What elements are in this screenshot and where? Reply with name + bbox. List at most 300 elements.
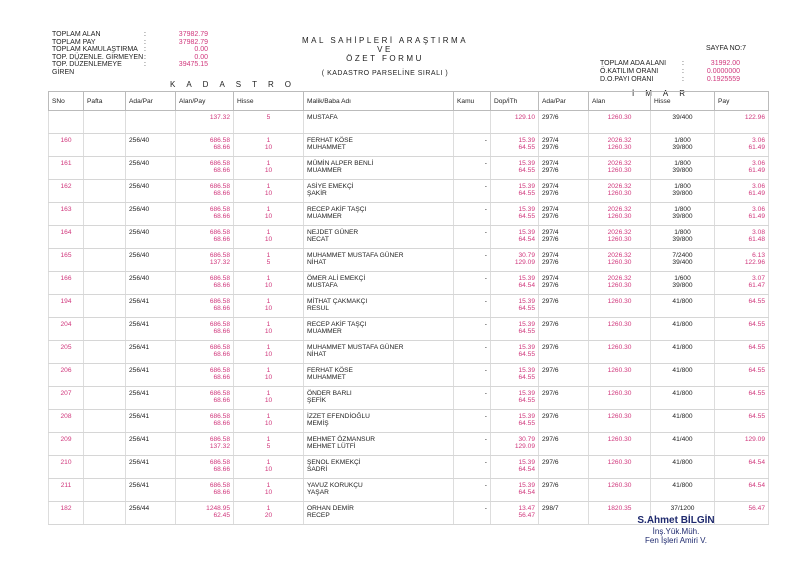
cell-line: 39/800 bbox=[672, 213, 693, 221]
section-imar: İMAR bbox=[632, 89, 696, 98]
cell-line: 256/41 bbox=[129, 413, 150, 420]
cell-line: 39/400 bbox=[672, 259, 693, 267]
cell-pafta bbox=[84, 203, 126, 226]
cell-sno bbox=[49, 410, 84, 433]
summary-left-row bbox=[52, 61, 208, 76]
cell-line: 166 bbox=[60, 275, 72, 282]
cell-alan bbox=[176, 134, 234, 157]
cell-line: 64.55 bbox=[518, 351, 535, 359]
cell-line bbox=[87, 502, 122, 505]
table-header bbox=[49, 92, 769, 111]
cell-pay bbox=[715, 180, 769, 203]
cell-iada bbox=[539, 111, 589, 134]
cell-line: 1 bbox=[266, 160, 271, 167]
cell-line: 64.55 bbox=[518, 213, 535, 221]
cell-dop bbox=[491, 502, 539, 525]
cell-line: 256/40 bbox=[129, 160, 150, 167]
table-row bbox=[49, 226, 769, 249]
cell-ialan bbox=[589, 410, 651, 433]
cell-line: 1260.30 bbox=[607, 482, 632, 489]
cell-alan bbox=[176, 157, 234, 180]
cell-line: 68.66 bbox=[213, 420, 230, 428]
cell-line: 256/41 bbox=[129, 298, 150, 305]
cell-pafta bbox=[84, 456, 126, 479]
cell-line: 1260.30 bbox=[607, 282, 632, 290]
cell-alan bbox=[176, 180, 234, 203]
cell-line: 686.58 bbox=[209, 298, 230, 305]
cell-line: 15.39 bbox=[518, 390, 535, 397]
cell-line: 297/6 bbox=[542, 344, 559, 351]
table-row bbox=[49, 134, 769, 157]
cell-line: MUAMMER bbox=[307, 213, 342, 221]
cell-line: 256/41 bbox=[129, 367, 150, 374]
cell-ihisse bbox=[651, 157, 715, 180]
cell-line: 64.55 bbox=[748, 298, 765, 305]
cell-line: 10 bbox=[264, 328, 273, 336]
cell-line: 68.66 bbox=[213, 190, 230, 198]
cell-line: 297/6 bbox=[542, 321, 559, 328]
cell-alan bbox=[176, 433, 234, 456]
cell-line: 163 bbox=[60, 206, 72, 213]
cell-line: 41/800 bbox=[672, 459, 693, 466]
cell-kamu bbox=[454, 502, 491, 525]
cell-line: 256/41 bbox=[129, 390, 150, 397]
cell-line: 15.39 bbox=[518, 367, 535, 374]
summary-label: TOP. DÜZENLE. GİRMEYEN bbox=[52, 53, 144, 61]
cell-line: 1/800 bbox=[674, 183, 691, 190]
cell-line: SADRİ bbox=[307, 466, 328, 474]
cell-dop bbox=[491, 180, 539, 203]
cell-line: 64.54 bbox=[518, 466, 535, 474]
cell-pafta bbox=[84, 249, 126, 272]
cell-ialan bbox=[589, 295, 651, 318]
cell-line: 297/4 bbox=[542, 275, 559, 282]
summary-colon: : bbox=[144, 31, 146, 38]
cell-line: MİTHAT ÇAKMAKÇI bbox=[307, 298, 368, 305]
summary-left bbox=[52, 31, 208, 77]
cell-line: 64.55 bbox=[518, 374, 535, 382]
column-header: SNo bbox=[49, 92, 84, 111]
cell-line: 297/6 bbox=[542, 436, 559, 443]
cell-ialan bbox=[589, 387, 651, 410]
signature-title1: İnş.Yük.Müh. bbox=[652, 527, 700, 536]
cell-line: 122.96 bbox=[744, 259, 765, 267]
cell-line: 10 bbox=[264, 374, 273, 382]
cell-kamu bbox=[454, 387, 491, 410]
cell-line: - bbox=[484, 252, 487, 259]
cell-alan bbox=[176, 479, 234, 502]
cell-line: 1260.30 bbox=[607, 344, 632, 351]
cell-kamu bbox=[454, 341, 491, 364]
cell-pay bbox=[715, 364, 769, 387]
cell-line: NİHAT bbox=[307, 259, 327, 267]
cell-iada bbox=[539, 502, 589, 525]
title-line1: MAL SAHİPLERİ ARAŞTIRMA bbox=[301, 36, 469, 45]
cell-kamu bbox=[454, 479, 491, 502]
page-value: 7 bbox=[742, 45, 746, 52]
cell-line: 39/800 bbox=[672, 190, 693, 198]
table-row bbox=[49, 318, 769, 341]
cell-ada bbox=[126, 295, 176, 318]
cell-line bbox=[87, 226, 122, 229]
cell-line: 13.47 bbox=[518, 505, 535, 512]
cell-line: 297/6 bbox=[542, 482, 559, 489]
cell-dop bbox=[491, 364, 539, 387]
cell-line: 211 bbox=[60, 482, 72, 489]
summary-label: TOP. DÜZENLEMEYE GİREN bbox=[52, 61, 122, 76]
cell-line: 686.58 bbox=[209, 183, 230, 190]
cell-line: 1 bbox=[266, 183, 271, 190]
cell-line: 39/800 bbox=[672, 167, 693, 175]
cell-pafta bbox=[84, 387, 126, 410]
cell-ihisse bbox=[651, 203, 715, 226]
cell-line: 1 bbox=[266, 459, 271, 466]
cell-line: 256/41 bbox=[129, 344, 150, 351]
cell-line: - bbox=[484, 482, 487, 489]
cell-malik bbox=[304, 479, 454, 502]
cell-line bbox=[87, 410, 122, 413]
cell-line: 10 bbox=[264, 397, 273, 405]
cell-ada bbox=[126, 433, 176, 456]
cell-pay bbox=[715, 341, 769, 364]
cell-line: 64.55 bbox=[748, 344, 765, 351]
cell-pafta bbox=[84, 180, 126, 203]
cell-line: 10 bbox=[264, 351, 273, 359]
cell-line: - bbox=[484, 505, 487, 512]
cell-line: 68.66 bbox=[213, 397, 230, 405]
cell-line: 3.07 bbox=[752, 275, 765, 282]
cell-hisse bbox=[234, 134, 304, 157]
cell-line: 686.58 bbox=[209, 321, 230, 328]
cell-line: 68.66 bbox=[213, 144, 230, 152]
cell-line: 1260.30 bbox=[607, 321, 632, 328]
cell-line: 297/4 bbox=[542, 137, 559, 144]
cell-pafta bbox=[84, 272, 126, 295]
cell-ada bbox=[126, 203, 176, 226]
cell-line: 206 bbox=[60, 367, 72, 374]
cell-line bbox=[87, 134, 122, 137]
cell-line bbox=[87, 203, 122, 206]
cell-line: 686.58 bbox=[209, 206, 230, 213]
cell-pafta bbox=[84, 433, 126, 456]
signature-name: S.Ahmet BİLGİN bbox=[637, 515, 715, 526]
cell-line: 1260.30 bbox=[607, 144, 632, 152]
cell-line: 3.06 bbox=[752, 137, 765, 144]
form-title bbox=[270, 36, 500, 78]
cell-pay bbox=[715, 157, 769, 180]
cell-line: MUHAMMET MUSTAFA GÜNER bbox=[307, 344, 404, 351]
cell-line: MUSTAFA bbox=[307, 114, 338, 121]
cell-line: 297/6 bbox=[542, 190, 559, 198]
cell-alan bbox=[176, 364, 234, 387]
cell-line: ASİYE EMEKÇİ bbox=[307, 183, 354, 190]
cell-line: 15.39 bbox=[518, 229, 535, 236]
cell-line: 5 bbox=[266, 259, 271, 267]
cell-sno bbox=[49, 134, 84, 157]
column-header: Kamu bbox=[454, 92, 491, 111]
cell-kamu bbox=[454, 410, 491, 433]
cell-ialan bbox=[589, 249, 651, 272]
column-header: Ada/Par bbox=[126, 92, 176, 111]
cell-line: 1260.30 bbox=[607, 213, 632, 221]
cell-malik bbox=[304, 226, 454, 249]
cell-line bbox=[129, 111, 172, 114]
cell-line: 1260.30 bbox=[607, 298, 632, 305]
cell-line: 3.06 bbox=[752, 206, 765, 213]
cell-iada bbox=[539, 318, 589, 341]
cell-ada bbox=[126, 341, 176, 364]
summary-colon: : bbox=[682, 75, 684, 83]
cell-line: 182 bbox=[60, 505, 72, 512]
cell-sno bbox=[49, 111, 84, 134]
cell-line: 686.58 bbox=[209, 367, 230, 374]
cell-line: - bbox=[484, 160, 487, 167]
cell-hisse bbox=[234, 410, 304, 433]
cell-line: 41/400 bbox=[672, 436, 693, 443]
cell-line: MEHMET ÖZMANSUR bbox=[307, 436, 376, 443]
cell-line: 256/40 bbox=[129, 252, 150, 259]
cell-dop bbox=[491, 203, 539, 226]
cell-ialan bbox=[589, 272, 651, 295]
cell-line: 297/4 bbox=[542, 206, 559, 213]
cell-line: 686.58 bbox=[209, 275, 230, 282]
cell-kamu bbox=[454, 111, 491, 134]
cell-ihisse bbox=[651, 180, 715, 203]
cell-ihisse bbox=[651, 341, 715, 364]
cell-line: 1260.30 bbox=[607, 114, 632, 121]
cell-dop bbox=[491, 226, 539, 249]
cell-line: 68.66 bbox=[213, 167, 230, 175]
column-header: Pay bbox=[715, 92, 769, 111]
cell-sno bbox=[49, 157, 84, 180]
cell-line: 2026.32 bbox=[607, 229, 632, 236]
cell-line: 64.55 bbox=[518, 144, 535, 152]
cell-malik bbox=[304, 502, 454, 525]
cell-line: 686.58 bbox=[209, 252, 230, 259]
cell-kamu bbox=[454, 180, 491, 203]
cell-line: 1260.30 bbox=[607, 459, 632, 466]
cell-line: 64.54 bbox=[518, 282, 535, 290]
cell-sno bbox=[49, 295, 84, 318]
cell-line: 39/800 bbox=[672, 144, 693, 152]
cell-sno bbox=[49, 387, 84, 410]
cell-line: 3.06 bbox=[752, 160, 765, 167]
owners-table bbox=[48, 91, 768, 525]
cell-dop bbox=[491, 479, 539, 502]
cell-line: 61.47 bbox=[748, 282, 765, 290]
cell-hisse bbox=[234, 341, 304, 364]
cell-line: 10 bbox=[264, 213, 273, 221]
cell-line: 64.54 bbox=[518, 236, 535, 244]
cell-line: 1/800 bbox=[674, 229, 691, 236]
cell-line bbox=[87, 249, 122, 252]
summary-colon: : bbox=[144, 38, 146, 46]
cell-iada bbox=[539, 364, 589, 387]
cell-dop bbox=[491, 341, 539, 364]
cell-line: 41/800 bbox=[672, 321, 693, 328]
cell-alan bbox=[176, 111, 234, 134]
cell-pafta bbox=[84, 410, 126, 433]
cell-pay bbox=[715, 456, 769, 479]
cell-line: 1260.30 bbox=[607, 390, 632, 397]
cell-line: 61.49 bbox=[748, 144, 765, 152]
cell-malik bbox=[304, 249, 454, 272]
cell-line: 2026.32 bbox=[607, 183, 632, 190]
cell-iada bbox=[539, 249, 589, 272]
cell-line: 686.58 bbox=[209, 160, 230, 167]
cell-line: ÖNDER BARLI bbox=[307, 390, 352, 397]
cell-line: 256/44 bbox=[129, 505, 150, 512]
cell-line: 15.39 bbox=[518, 183, 535, 190]
cell-line: 297/6 bbox=[542, 367, 559, 374]
cell-line: 15.39 bbox=[518, 413, 535, 420]
cell-iada bbox=[539, 387, 589, 410]
cell-kamu bbox=[454, 364, 491, 387]
cell-line: 1 bbox=[266, 436, 271, 443]
cell-line: 7/2400 bbox=[672, 252, 693, 259]
cell-line: 64.55 bbox=[518, 167, 535, 175]
cell-kamu bbox=[454, 134, 491, 157]
cell-malik bbox=[304, 433, 454, 456]
cell-line: RECEP AKİF TAŞÇI bbox=[307, 321, 367, 328]
cell-line: 165 bbox=[60, 252, 72, 259]
cell-ihisse bbox=[651, 111, 715, 134]
cell-malik bbox=[304, 410, 454, 433]
cell-sno bbox=[49, 180, 84, 203]
cell-line: 161 bbox=[60, 160, 72, 167]
cell-hisse bbox=[234, 295, 304, 318]
cell-hisse bbox=[234, 203, 304, 226]
table-row bbox=[49, 272, 769, 295]
cell-line: 686.58 bbox=[209, 413, 230, 420]
signature-block bbox=[606, 515, 746, 545]
cell-iada bbox=[539, 456, 589, 479]
summary-value: 0.0000000 bbox=[706, 67, 740, 75]
cell-line: 1 bbox=[266, 367, 271, 374]
cell-line: - bbox=[484, 367, 487, 374]
cell-line: ORHAN DEMİR bbox=[307, 505, 354, 512]
title-line3: ÖZET FORMU bbox=[346, 54, 424, 63]
cell-ialan bbox=[589, 456, 651, 479]
cell-line: 1260.30 bbox=[607, 436, 632, 443]
summary-label: Ö.KATILIM ORANI bbox=[600, 67, 659, 75]
cell-hisse bbox=[234, 318, 304, 341]
cell-line: 1 bbox=[266, 482, 271, 489]
cell-ada bbox=[126, 226, 176, 249]
cell-line: 686.58 bbox=[209, 137, 230, 144]
cell-line: 41/800 bbox=[672, 344, 693, 351]
summary-left-row bbox=[52, 31, 208, 39]
cell-line: 2026.32 bbox=[607, 206, 632, 213]
cell-line: 41/800 bbox=[672, 367, 693, 374]
cell-malik bbox=[304, 456, 454, 479]
cell-line: 1820.35 bbox=[607, 505, 632, 512]
cell-line: 256/41 bbox=[129, 436, 150, 443]
cell-kamu bbox=[454, 456, 491, 479]
cell-ihisse bbox=[651, 134, 715, 157]
cell-ialan bbox=[589, 433, 651, 456]
cell-ihisse bbox=[651, 479, 715, 502]
cell-dop bbox=[491, 249, 539, 272]
cell-line: MUHAMMET bbox=[307, 144, 346, 152]
cell-line: 1 bbox=[266, 275, 271, 282]
cell-line: 68.66 bbox=[213, 282, 230, 290]
cell-pafta bbox=[84, 226, 126, 249]
cell-line: MUAMMER bbox=[307, 328, 342, 336]
cell-line: 10 bbox=[264, 282, 273, 290]
cell-line: 256/41 bbox=[129, 321, 150, 328]
cell-line: 68.66 bbox=[213, 213, 230, 221]
cell-line: 686.58 bbox=[209, 459, 230, 466]
cell-malik bbox=[304, 295, 454, 318]
cell-hisse bbox=[234, 387, 304, 410]
table-row bbox=[49, 433, 769, 456]
cell-line: 297/6 bbox=[542, 213, 559, 221]
cell-ada bbox=[126, 180, 176, 203]
cell-line: 30.79 bbox=[518, 252, 535, 259]
cell-line: 2026.32 bbox=[607, 275, 632, 282]
cell-sno bbox=[49, 502, 84, 525]
cell-line: 15.39 bbox=[518, 459, 535, 466]
cell-line: NECAT bbox=[307, 236, 329, 244]
cell-line: 256/41 bbox=[129, 459, 150, 466]
cell-line: 56.47 bbox=[518, 512, 535, 520]
cell-line: 256/40 bbox=[129, 206, 150, 213]
summary-right-row bbox=[600, 76, 740, 84]
cell-line: 56.47 bbox=[748, 505, 765, 512]
cell-kamu bbox=[454, 203, 491, 226]
cell-line: 686.58 bbox=[209, 390, 230, 397]
table-row bbox=[49, 111, 769, 134]
cell-line: 1/600 bbox=[674, 275, 691, 282]
cell-line: 3.06 bbox=[752, 183, 765, 190]
cell-hisse bbox=[234, 157, 304, 180]
cell-line: 1260.30 bbox=[607, 413, 632, 420]
cell-line: 68.66 bbox=[213, 489, 230, 497]
cell-alan bbox=[176, 387, 234, 410]
cell-pafta bbox=[84, 502, 126, 525]
cell-kamu bbox=[454, 318, 491, 341]
cell-line: RESUL bbox=[307, 305, 329, 313]
cell-line: 160 bbox=[60, 137, 72, 144]
cell-line: 194 bbox=[60, 298, 72, 305]
cell-kamu bbox=[454, 249, 491, 272]
cell-ialan bbox=[589, 134, 651, 157]
cell-ialan bbox=[589, 318, 651, 341]
cell-pay bbox=[715, 410, 769, 433]
cell-line: 15.39 bbox=[518, 206, 535, 213]
cell-line: 1260.30 bbox=[607, 167, 632, 175]
cell-line: FERHAT KÖSE bbox=[307, 137, 353, 144]
cell-sno bbox=[49, 456, 84, 479]
cell-line: 68.66 bbox=[213, 351, 230, 359]
cell-line: 10 bbox=[264, 190, 273, 198]
cell-ihisse bbox=[651, 410, 715, 433]
cell-ada bbox=[126, 479, 176, 502]
cell-iada bbox=[539, 410, 589, 433]
cell-pay bbox=[715, 111, 769, 134]
cell-alan bbox=[176, 249, 234, 272]
cell-line: 1 bbox=[266, 137, 271, 144]
cell-pafta bbox=[84, 134, 126, 157]
cell-iada bbox=[539, 180, 589, 203]
cell-line: 137.32 bbox=[209, 114, 230, 121]
cell-iada bbox=[539, 226, 589, 249]
cell-alan bbox=[176, 272, 234, 295]
cell-line: 41/800 bbox=[672, 390, 693, 397]
cell-line: 162 bbox=[60, 183, 72, 190]
table-row bbox=[49, 364, 769, 387]
